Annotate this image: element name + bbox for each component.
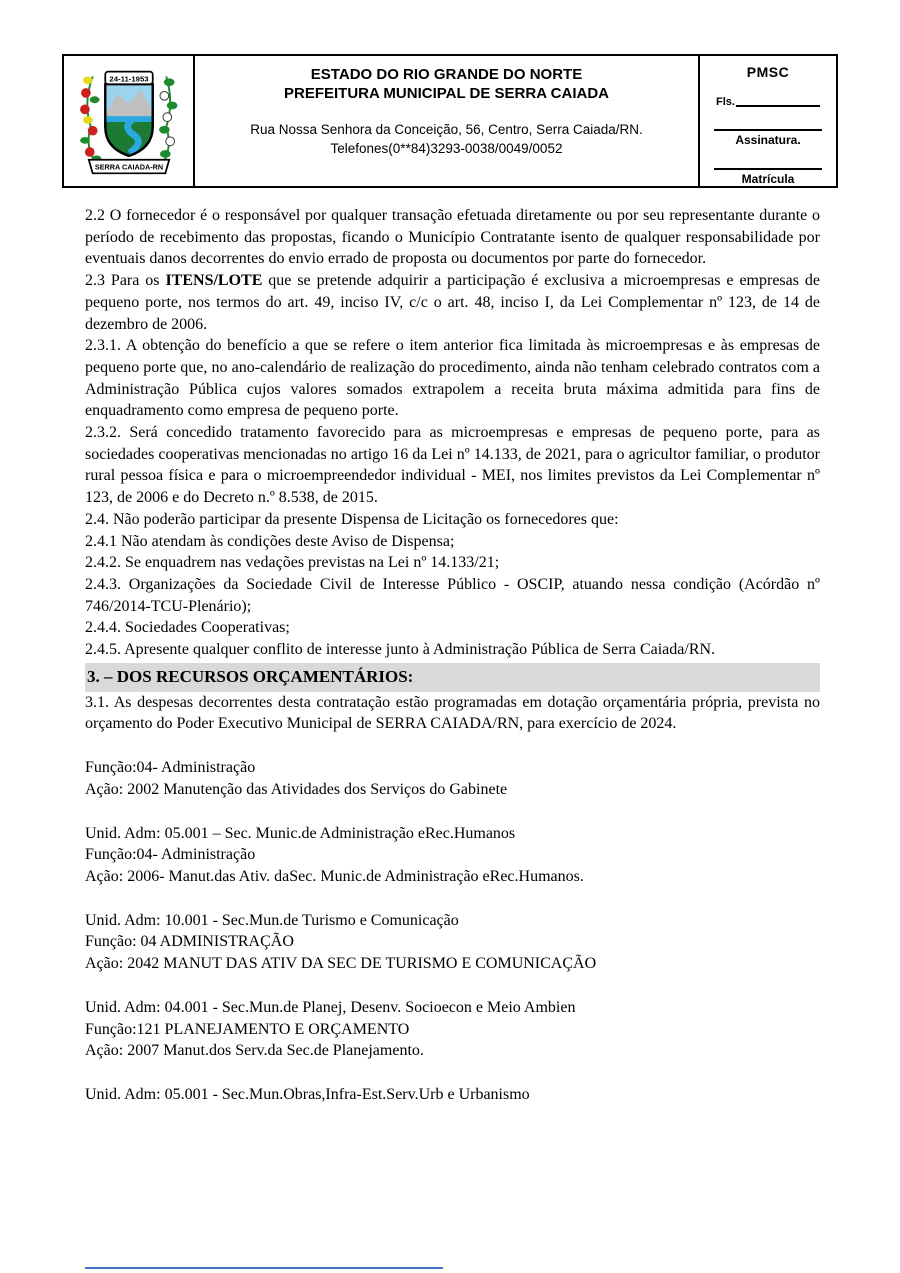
budget-line: Unid. Adm: 04.001 - Sec.Mun.de Planej, Desenv. Socioecon e Meio Ambien: [85, 998, 576, 1016]
fls-label: Fls.: [716, 96, 735, 108]
budget-line: Função: 04 ADMINISTRAÇÃO: [85, 933, 294, 951]
clause-2-4: 2.4. Não poderão participar da presente Dispensa de Licitação os fornecedores que:: [85, 510, 619, 528]
fls-blank-line: [736, 105, 820, 107]
clause-2-4-5: 2.4.5. Apresente qualquer conflito de interesse junto à Administração Pública de Serra Caiada/RN.: [85, 641, 716, 659]
document-header: [62, 54, 838, 188]
registration-blank-line: [714, 168, 822, 170]
registration-label: Matrícula: [741, 172, 795, 186]
clause-2-4-4: 2.4.4. Sociedades Cooperativas;: [85, 619, 290, 637]
logo-cell: [64, 56, 195, 186]
phone-line: Telefones(0**84)3293-0038/0049/0052: [330, 141, 563, 156]
budget-group-turismo: [85, 910, 820, 975]
clause-2-3-1: 2.3.1. A obtenção do benefício a que se refere o item anterior fica limitada às microempresas e às empresas de pequeno porte que, no ano-calendário de realização do procedimento, ainda não tenham celebrado contratos com a Administração Pública cujos valores somados extrapolem a receita bruta máxima admitida para fins de enquadramento como empresa de pequeno porte.: [85, 337, 820, 420]
clause-2-3-suffix: que se pretende adquirir a participação é exclusiva a microempresas e empresas de pequeno porte, nos termos do art. 49, inciso IV, c/c o art. 48, inciso I, da Lei Complementar nº 123, de 14 de dezembro de 2006.: [85, 272, 821, 333]
clause-3-1: 3.1. As despesas decorrentes desta contratação estão programadas em dotação orçamentária própria, prevista no orçamento do Poder Executivo Municipal de SERRA CAIADA/RN, para exercício de 2024.: [85, 693, 820, 733]
header-stamp-cell: [700, 56, 836, 186]
blank-line: [85, 975, 820, 997]
blank-line: [85, 888, 820, 910]
coat-of-arms-logo: [70, 59, 188, 183]
clause-2-3-prefix: 2.3 Para os: [85, 272, 166, 290]
budget-group-gabinete: [85, 757, 820, 800]
footer-rule: [85, 1267, 443, 1269]
clause-2-3: [85, 270, 820, 335]
budget-line: Função:121 PLANEJAMENTO E ORÇAMENTO: [85, 1020, 410, 1038]
name-ribbon: [88, 160, 168, 174]
section-3-heading: 3. – DOS RECURSOS ORÇAMENTÁRIOS:: [85, 663, 820, 692]
signature-label: Assinatura.: [735, 133, 801, 147]
budget-group-obras: [85, 1084, 820, 1106]
budget-line: Unid. Adm: 05.001 – Sec. Munic.de Administração eRec.Humanos: [85, 824, 516, 842]
clause-2-4-2: 2.4.2. Se enquadrem nas vedações previstas na Lei nº 14.133/21;: [85, 554, 500, 572]
municipality-ribbon-text: SERRA CAIADA-RN: [94, 162, 163, 172]
municipality-name: PREFEITURA MUNICIPAL DE SERRA CAIADA: [283, 85, 609, 102]
clause-2-4-3: 2.4.3. Organizações da Sociedade Civil de Interesse Público - OSCIP, atuando nessa condição (Acórdão nº 746/2014-TCU-Plenário);: [85, 575, 820, 615]
budget-line: Unid. Adm: 10.001 - Sec.Mun.de Turismo e Comunicação: [85, 911, 459, 929]
budget-group-planejamento: [85, 997, 820, 1062]
budget-group-administracao: [85, 823, 820, 888]
budget-line: Função:04- Administração: [85, 759, 256, 777]
budget-line: Ação: 2007 Manut.dos Serv.da Sec.de Planejamento.: [85, 1042, 424, 1060]
address-line: Rua Nossa Senhora da Conceição, 56, Centro, Serra Caiada/RN.: [250, 122, 643, 137]
budget-line: Função:04- Administração: [85, 846, 256, 864]
founding-date-text: 24-11-1953: [108, 74, 149, 84]
header-center-cell: [195, 56, 700, 186]
clause-2-3-emphasis: ITENS/LOTE: [165, 272, 263, 290]
founding-date-banner: [105, 72, 152, 85]
right-branch-decoration: [159, 76, 177, 160]
state-name: ESTADO DO RIO GRANDE DO NORTE: [310, 66, 583, 83]
budget-line: Ação: 2042 MANUT DAS ATIV DA SEC DE TURISMO E COMUNICAÇÃO: [85, 955, 597, 973]
document-body: [85, 205, 820, 1106]
stamp-title: PMSC: [746, 64, 790, 80]
blank-line: [85, 801, 820, 823]
clause-2-2: 2.2 O fornecedor é o responsável por qualquer transação efetuada diretamente ou por seu representante durante o período de recebimento das propostas, ficando o Município Contratante isento de qualquer responsabilidade por eventuais danos decorrentes do envio errado de proposta ou documentos por parte do fornecedor.: [85, 207, 820, 268]
left-branch-decoration: [80, 76, 101, 162]
budget-line: Unid. Adm: 05.001 - Sec.Mun.Obras,Infra-Est.Serv.Urb e Urbanismo: [85, 1085, 530, 1103]
clause-2-4-1: 2.4.1 Não atendam às condições deste Aviso de Dispensa;: [85, 532, 455, 550]
clause-2-3-2: 2.3.2. Será concedido tratamento favorecido para as microempresas e empresas de pequeno porte, para as sociedades cooperativas mencionadas no artigo 16 da Lei nº 14.133, de 2021, para o agricultor familiar, o produtor rural pessoa física e para o microempreendedor individual - MEI, nos limites previstos da Lei Complementar nº 123, de 2006 e do Decreto n.º 8.538, de 2015.: [85, 424, 820, 507]
budget-line: Ação: 2002 Manutenção das Atividades dos Serviços do Gabinete: [85, 780, 508, 798]
blank-line: [85, 1062, 820, 1084]
signature-blank-line: [714, 129, 822, 131]
blank-line: [85, 735, 820, 757]
budget-line: Ação: 2006- Manut.das Ativ. daSec. Munic.de Administração eRec.Humanos.: [85, 867, 584, 885]
